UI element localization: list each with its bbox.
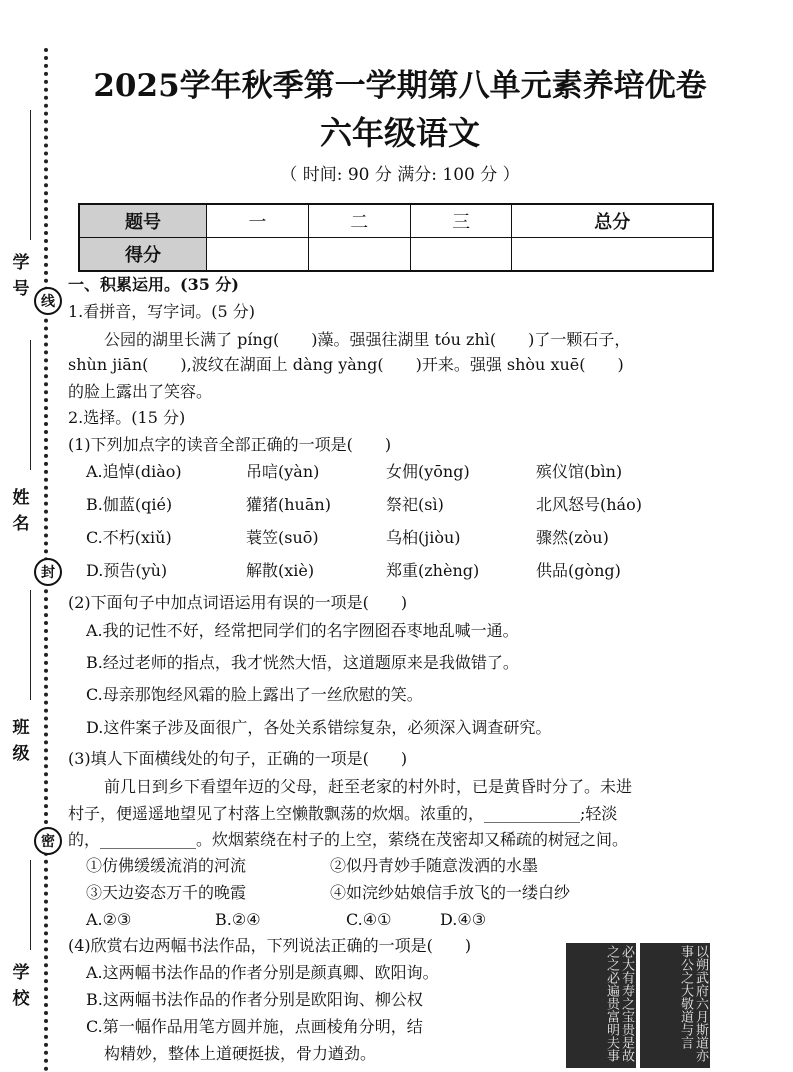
score-blank[interactable]	[308, 238, 410, 272]
side-blank-school	[30, 860, 31, 950]
option-item: B.②④	[215, 910, 261, 929]
sub-question: (3)填人下面横线处的句子，正确的一项是( )	[68, 749, 408, 768]
side-label-school: 学 校	[12, 963, 30, 1009]
option-item: 殡仪馆(bìn)	[536, 462, 623, 481]
option-item: ③天边姿态万千的晚霞	[86, 883, 247, 902]
side-label-class: 班 级	[12, 718, 30, 764]
side-label-number: 学 号	[12, 253, 30, 299]
seal-mi: 密	[34, 827, 62, 855]
option-item: B.这两幅书法作品的作者分别是欧阳询、柳公权	[86, 990, 423, 1009]
option-item: D.这件案子涉及面很广，各处关系错综复杂，必须深入调查研究。	[86, 718, 552, 737]
question-text: shùn jiān( ),波纹在湖面上 dàng yàng( )开来。强强 shòu xuē( )	[68, 355, 624, 374]
sub-question: (4)欣赏右边两幅书法作品，下列说法正确的一项是( )	[68, 936, 472, 955]
option-item: ④如浣纱姑娘信手放飞的一缕白纱	[330, 883, 571, 902]
sub-question: (2)下面句子中加点词语运用有误的一项是( )	[68, 593, 408, 612]
exam-subtitle: 六年级语文	[319, 114, 480, 152]
score-cell: 二	[308, 204, 410, 238]
score-cell: 三	[410, 204, 512, 238]
question-title: 1.看拼音，写字词。(5 分)	[68, 302, 256, 321]
calligraphy-image-2: 以朔武府六月斯道亦事公之大敬道与言	[640, 943, 710, 1068]
side-blank-name	[30, 340, 31, 470]
score-table-row-score	[79, 238, 713, 272]
option-item: A.我的记性不好，经常把同学们的名字囫囵吞枣地乱喊一通。	[86, 621, 519, 640]
score-blank[interactable]	[207, 238, 309, 272]
question-title: 2.选择。(15 分)	[68, 408, 186, 427]
passage-text: 的，____________。炊烟萦绕在村子的上空，萦绕在茂密却又稀疏的树冠之间。	[68, 830, 629, 849]
option-item: 北风怒号(háo)	[536, 495, 642, 514]
option-item: 供品(gòng)	[536, 561, 621, 580]
option-item: ②似丹青妙手随意泼洒的水墨	[330, 856, 539, 875]
option-item: D.预告(yù)	[86, 561, 168, 580]
option-item: C.④①	[346, 910, 392, 929]
sub-question: (1)下列加点字的读音全部正确的一项是( )	[68, 435, 392, 454]
score-cell: 题号	[79, 204, 207, 238]
option-item: ①仿佛缓缓流消的河流	[86, 856, 247, 875]
seal-feng: 封	[34, 558, 62, 586]
option-item: D.④③	[440, 910, 487, 929]
option-item: 乌桕(jiòu)	[386, 528, 461, 547]
time-info: （ 时间: 90 分 满分: 100 分 ）	[280, 165, 520, 185]
option-item: A.这两幅书法作品的作者分别是颜真卿、欧阳询。	[86, 963, 439, 982]
side-blank-number	[30, 110, 31, 240]
option-item: 祭祀(sì)	[386, 495, 444, 514]
option-item: 蓑笠(suō)	[246, 528, 319, 547]
option-item: 獾猪(huān)	[246, 495, 331, 514]
option-item: 吊唁(yàn)	[246, 462, 320, 481]
question-text: 的脸上露出了笑容。	[68, 382, 213, 401]
score-blank[interactable]	[410, 238, 512, 272]
passage-text: 村子，便遥遥地望见了村落上空懒散飘荡的炊烟。浓重的，____________;轻淡	[68, 804, 618, 823]
seal-xian: 线	[34, 287, 62, 315]
section-heading: 一、积累运用。(35 分)	[68, 275, 239, 294]
option-item: 郑重(zhèng)	[386, 561, 480, 580]
calligraphy-image-1: 必大有寿之宝贵是故之之必遍贵富明夫事	[566, 943, 636, 1068]
passage-text: 前几日到乡下看望年迈的父母，赶至老家的村外时，已是黄昏时分了。未进	[104, 777, 633, 796]
option-item: B.经过老师的指点，我才恍然大悟，这道题原来是我做错了。	[86, 653, 519, 672]
option-item: A.追悼(diào)	[86, 462, 182, 481]
option-item: 构精妙，整体上道硬挺拔，骨力遒劲。	[104, 1044, 377, 1063]
score-blank[interactable]	[512, 238, 713, 272]
option-item: 女佣(yōng)	[386, 462, 470, 481]
score-table-row-header	[79, 204, 713, 238]
option-item: 解散(xiè)	[246, 561, 315, 580]
option-item: A.②③	[86, 910, 132, 929]
question-text: 公园的湖里长满了 píng( )藻。强强往湖里 tóu zhì( )了一颗石子，	[104, 330, 631, 349]
side-blank-class	[30, 590, 31, 700]
option-item: 骤然(zòu)	[536, 528, 609, 547]
option-item: C.不朽(xiǔ)	[86, 528, 172, 547]
score-cell: 一	[207, 204, 309, 238]
score-cell: 得分	[79, 238, 207, 272]
score-cell: 总分	[512, 204, 713, 238]
option-item: C.第一幅作品用笔方圆并施，点画棱角分明，结	[86, 1017, 423, 1036]
score-table	[78, 203, 714, 272]
option-item: B.伽蓝(qié)	[86, 495, 173, 514]
side-label-name: 姓 名	[12, 488, 30, 534]
exam-title: 2025学年秋季第一学期第八单元素养培优卷	[93, 68, 707, 104]
option-item: C.母亲那饱经风霜的脸上露出了一丝欣慰的笑。	[86, 685, 423, 704]
